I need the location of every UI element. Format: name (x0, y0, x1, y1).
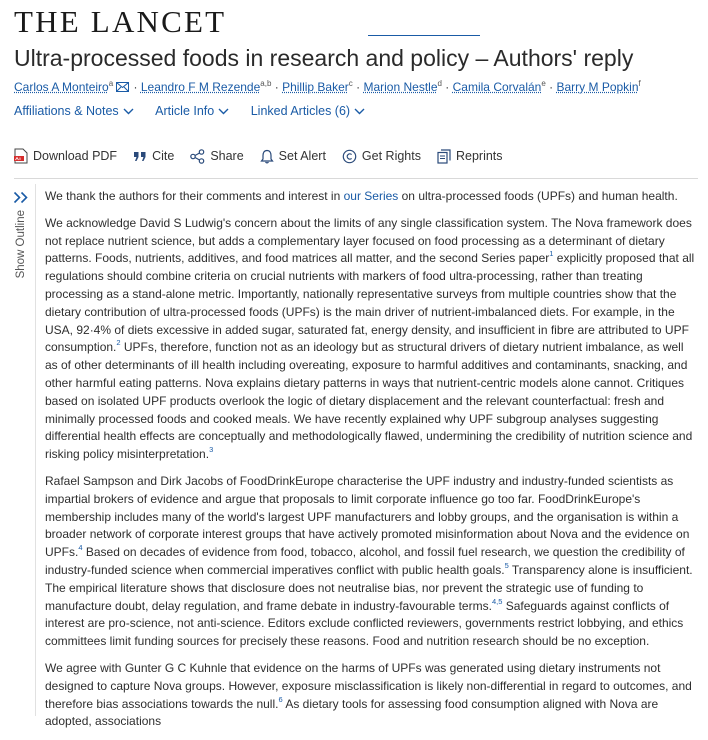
copyright-icon (342, 149, 357, 164)
author-link[interactable]: Camila Corvalán (452, 80, 542, 94)
reference-link[interactable]: 4 (78, 543, 83, 553)
author-separator: · (274, 80, 279, 94)
reprints-button[interactable]: Reprints (437, 149, 503, 164)
get-rights-button[interactable]: Get Rights (342, 149, 421, 164)
outline-toggle[interactable] (12, 190, 36, 710)
author-affiliation-sup: f (638, 79, 641, 88)
article-meta-links (14, 104, 383, 118)
series-link[interactable]: our Series (343, 189, 399, 203)
body-paragraph: Rafael Sampson and Dirk Jacobs of FoodDrinkEurope characterise the UPF industry and industry-funded scientists as impartial brokers of evidence and argue that proposals to limit corporate influence go too far. FoodDrinkEurope's membership includes many of the world's largest UPF manufacturers and lobby groups, and the organisation is within a broader network of corporate interest groups that have actively promoted misinformation about Nova and the evidence on UPFs.$^4$ Based on decades of evidence from food, tobacco, alcohol, and fossil fuel research, we question the credibility of industry-funded science when commercial imperatives conflict with public health goals.$^5$ Transparency alone is insufficient. The empirical literature shows that disclosure does not neutralise bias, nor prevent the strategic use of funding to manufacture doubt, delay regulation, and frame debate in industry-favourable terms.$^{4,5}$ Safeguards against conflicts of interest are pro-science, not anti-science. Editors exclude conflicted reviewers, governments restrict lobbying, and ethics committees limit funding sources for precisely these reasons. Food and nutrition research should be no exception. (45, 473, 693, 649)
chevron-down-icon (218, 108, 229, 115)
body-paragraph: We thank the authors for their comments and interest in our Series on ultra-processed foods (UPFs) and human health. (45, 189, 678, 203)
article-info-toggle[interactable]: Article Info (155, 104, 229, 118)
author-link[interactable]: Marion Nestle (363, 80, 438, 94)
author-link[interactable]: Phillip Baker (282, 80, 349, 94)
author-separator: · (549, 80, 554, 94)
chevron-down-icon (354, 108, 365, 115)
body-paragraph: We agree with Gunter G C Kuhnle that evidence on the harms of UPFs was generated using dietary instruments not designed to capture Nova groups. However, exposure misclassification is likely non-differential in regard to outcomes, and therefore bias associations towards the null.$^6$ As dietary tools for assessing food consumption aligned with Nova are adopted, associations (45, 660, 692, 729)
header-accent-line (368, 35, 480, 36)
author-affiliation-sup: a (108, 79, 114, 88)
toolbar-divider (14, 178, 698, 179)
author-affiliation-sup: c (348, 79, 353, 88)
reference-link[interactable]: 1 (549, 249, 554, 259)
author-separator: · (356, 80, 361, 94)
show-outline-label: Show Outline (15, 210, 27, 279)
quote-icon (133, 150, 147, 162)
set-alert-button[interactable]: Set Alert (260, 149, 326, 164)
cite-button[interactable]: Cite (133, 149, 174, 163)
author-separator: · (133, 80, 138, 94)
reference-link[interactable]: 6 (278, 694, 283, 704)
email-icon[interactable] (116, 81, 129, 95)
body-paragraph: We acknowledge David S Ludwig's concern about the limits of any single classification system. The Nova framework does not replace nutrient science, but adds a complementary layer focused on food processing as a determinant of dietary patterns. Foods, nutrients, additives, and food matrices all matter, and the second Series paper$^1$ explicitly proposed that all regulations should combine criteria on crucial nutrients with markers of food ultra-processing, rather than treating processing as a stand-alone metric. Importantly, nationally representative surveys from multiple countries show that the dietary contribution of ultra-processed foods (UPFs) is the main driver of nutrient-imbalanced diets. For example, in the USA, 92·4% of diets excessive in added sugar, saturated fat, energy density, and insufficient in fibre are attributed to UPF consumption.$^2$ UPFs, therefore, function not as an ideology but as structural drivers of dietary nutrient imbalance, as well as of other determinants of ill health including overeating, exposure to harmful additives and contaminants, snacking, and other harmful eating patterns. Nova explains dietary patterns in ways that nutrient-centric models alone cannot. Critiques based on isolated UPF products overlook the logic of dietary displacement and the relevant counterfactual: fresh and minimally processed foods and cooked meals. We have recently explained why UPF subgroup analyses suggesting differential health effects are conceptually and methodologically flawed, undermining the credibility of nutrition science and risking policy misinterpretation.$^3$ (45, 215, 695, 462)
author-link[interactable]: Carlos A Monteiro (14, 80, 109, 94)
journal-logo[interactable]: THE LANCET (14, 4, 227, 39)
pdf-icon (14, 148, 28, 164)
page-title: Ultra-processed foods in research and policy – Authors' reply (14, 45, 634, 71)
share-icon (190, 149, 205, 164)
article-body (45, 188, 695, 740)
reference-link[interactable]: 2 (116, 338, 121, 348)
reference-link[interactable]: 3 (209, 445, 214, 455)
reference-link[interactable]: 5 (504, 560, 509, 570)
share-button[interactable]: Share (190, 149, 243, 164)
reference-link[interactable]: 4,5 (491, 596, 503, 606)
author-link[interactable]: Barry M Popkin (556, 80, 639, 94)
article-toolbar (14, 148, 519, 164)
author-list (14, 79, 641, 95)
linked-articles-toggle[interactable]: Linked Articles (6) (251, 104, 365, 118)
download-pdf-button[interactable]: Download PDF (14, 148, 117, 164)
author-affiliation-sup: e (541, 79, 546, 88)
author-separator: · (445, 80, 450, 94)
author-affiliation-sup: d (437, 79, 442, 88)
chevron-down-icon (123, 108, 134, 115)
outline-divider (35, 184, 36, 716)
reprints-icon (437, 149, 451, 164)
author-affiliation-sup: a,b (260, 79, 272, 88)
author-link[interactable]: Leandro F M Rezende (140, 80, 261, 94)
affiliations-notes-toggle[interactable]: Affiliations & Notes (14, 104, 134, 118)
double-chevron-right-icon (13, 191, 29, 204)
bell-icon (260, 149, 274, 164)
